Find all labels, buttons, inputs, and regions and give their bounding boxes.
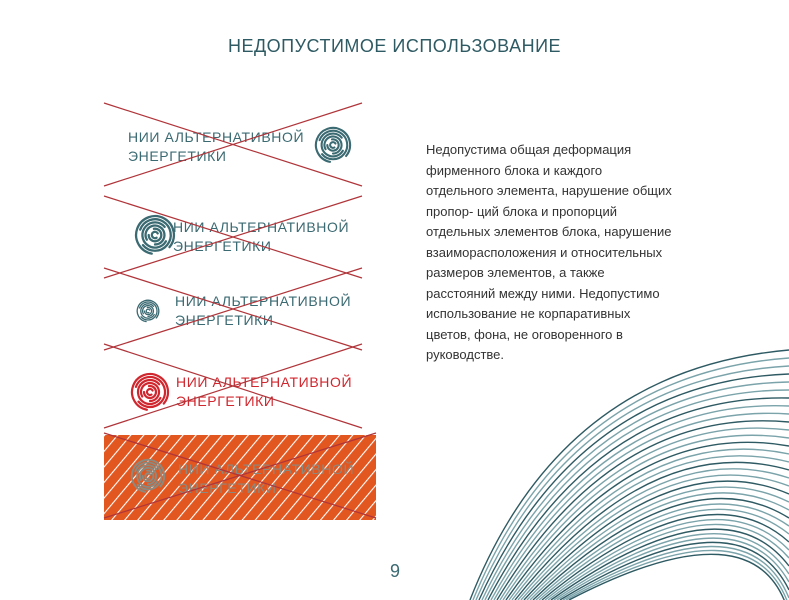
page-title: НЕДОПУСТИМОЕ ИСПОЛЬЗОВАНИЕ — [227, 36, 562, 56]
description-text — [426, 140, 696, 366]
logo-text-line1: НИИ АЛЬТЕРНАТИВНОЙ — [173, 219, 350, 235]
logo-text-line1: НИИ АЛЬТЕРНАТИВНОЙ — [175, 293, 352, 309]
description-line: фирменного блока и каждого — [426, 162, 603, 178]
logo-text-line2: ЭНЕРГЕТИКИ — [173, 238, 272, 254]
logo-text-line2: ЭНЕРГЕТИКИ — [178, 480, 277, 496]
description-line: расстояний между ними. Недопустимо — [426, 285, 660, 301]
logo-text-line1: НИИ АЛЬТЕРНАТИВНОЙ — [178, 461, 355, 477]
description-line: цветов, фона, не оговоренного в — [426, 326, 623, 342]
description-line: Недопустима общая деформация — [426, 142, 632, 157]
logo-text-line2: ЭНЕРГЕТИКИ — [175, 312, 274, 328]
logo-text-line2: ЭНЕРГЕТИКИ — [128, 148, 227, 164]
description-line: отдельного элемента, нарушение общих — [426, 183, 672, 198]
logo-text-line1: НИИ АЛЬТЕРНАТИВНОЙ — [176, 374, 353, 390]
description-line: руководстве. — [426, 347, 504, 362]
description-line: взаиморасположения и относительных — [426, 244, 663, 260]
logo-text-line2: ЭНЕРГЕТИКИ — [176, 393, 275, 409]
logo-text-line1: НИИ АЛЬТЕРНАТИВНОЙ — [128, 129, 305, 145]
description-line: размеров элементов, а также — [426, 265, 605, 280]
description-line: пропор- ций блока и пропорций — [426, 203, 618, 219]
page-number: 9 — [389, 561, 400, 581]
description-line: использование не корпаративных — [426, 306, 631, 321]
description-line: отдельных элементов блока, нарушение — [426, 224, 672, 239]
